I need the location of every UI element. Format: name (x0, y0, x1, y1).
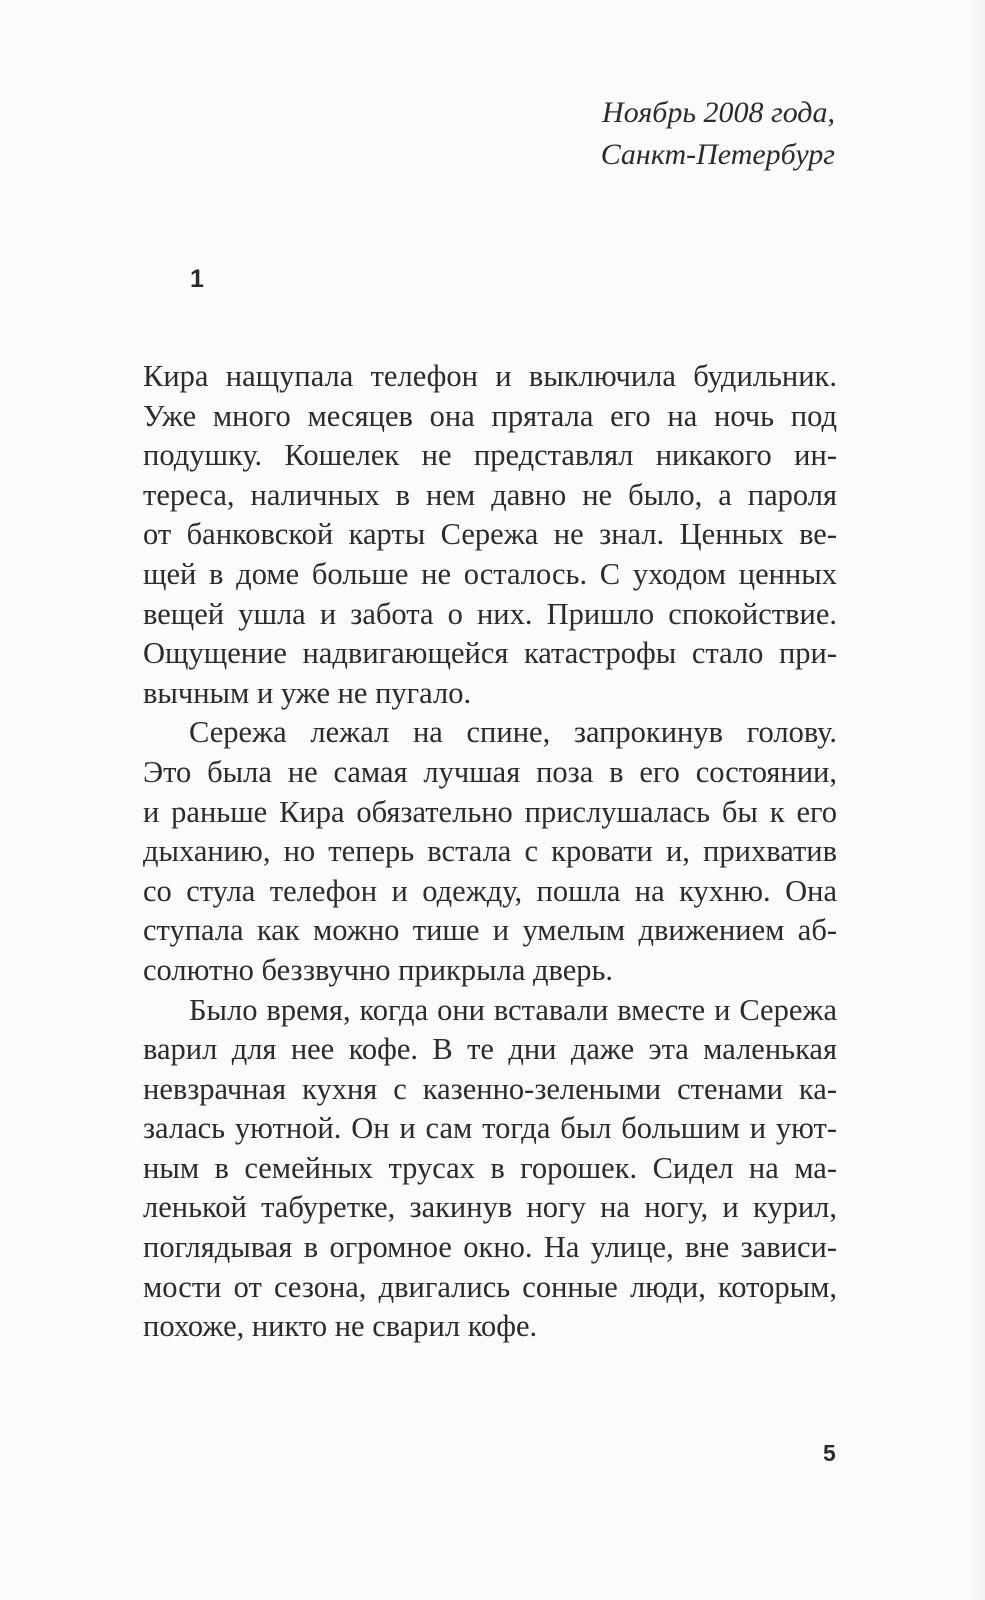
text-line: ступала как можно тише и умелым движением аб- (143, 913, 837, 948)
chapter-text (143, 357, 837, 1347)
text-line: вычным и уже не пугало. (143, 675, 472, 710)
text-line: тереса, наличных в нем давно не было, а пароля (143, 477, 837, 512)
epigraph-date: Ноябрь 2008 года, (602, 96, 835, 129)
text-line: со стула телефон и одежду, пошла на кухню. Она (143, 873, 837, 908)
text-line: Сережа лежал на спине, запрокинув голову. (189, 715, 837, 750)
text-line: дыханию, но теперь встала с кровати и, прихватив (143, 834, 837, 869)
text-line: Кира нащупала телефон и выключила будильник. (143, 359, 837, 393)
epigraph-place: Санкт-Петербург (600, 138, 835, 171)
text-line: ленькой табуретке, закинув ногу на ногу, и курил, (143, 1190, 837, 1225)
epigraph (601, 92, 835, 176)
text-line: от банковской карты Сережа не знал. Ценных ве- (143, 517, 837, 552)
text-line: варил для нее кофе. В те дни даже эта маленькая (143, 1032, 837, 1067)
text-line: подушку. Кошелек не представлял никакого ин- (143, 438, 837, 473)
paragraph (143, 713, 837, 990)
page-number: 5 (823, 1440, 836, 1466)
text-line: невзрачная кухня с казенно-зелеными стенами ка- (143, 1071, 837, 1106)
text-line: Ощущение надвигающейся катастрофы стало при- (143, 636, 837, 671)
paragraph (143, 991, 837, 1347)
text-line: мости от сезона, двигались сонные люди, которым, (143, 1269, 837, 1304)
text-line: ным в семейных трусах в горошек. Сидел на ма- (143, 1150, 837, 1185)
text-line: солютно беззвучно прикрыла дверь. (143, 952, 614, 987)
paragraph (143, 357, 837, 713)
text-line: Уже много месяцев она прятала его на ночь под (143, 398, 837, 433)
text-line: Было время, когда они вставали вместе и Сережа (189, 992, 837, 1027)
chapter-number: 1 (190, 265, 204, 293)
text-line: залась уютной. Он и сам тогда был большим и уют- (143, 1111, 837, 1146)
text-line: вещей ушла и забота о них. Пришло спокойствие. (143, 596, 837, 631)
text-line: и раньше Кира обязательно прислушалась бы к его (143, 794, 837, 829)
page-edge (971, 0, 985, 1600)
text-line: Это была не самая лучшая поза в его состоянии, (143, 754, 837, 789)
text-line: поглядывая в огромное окно. На улице, вне зависи- (143, 1230, 837, 1265)
text-line: щей в доме больше не осталось. С уходом ценных (143, 556, 837, 591)
text-line: похоже, никто не сварил кофе. (143, 1309, 538, 1344)
